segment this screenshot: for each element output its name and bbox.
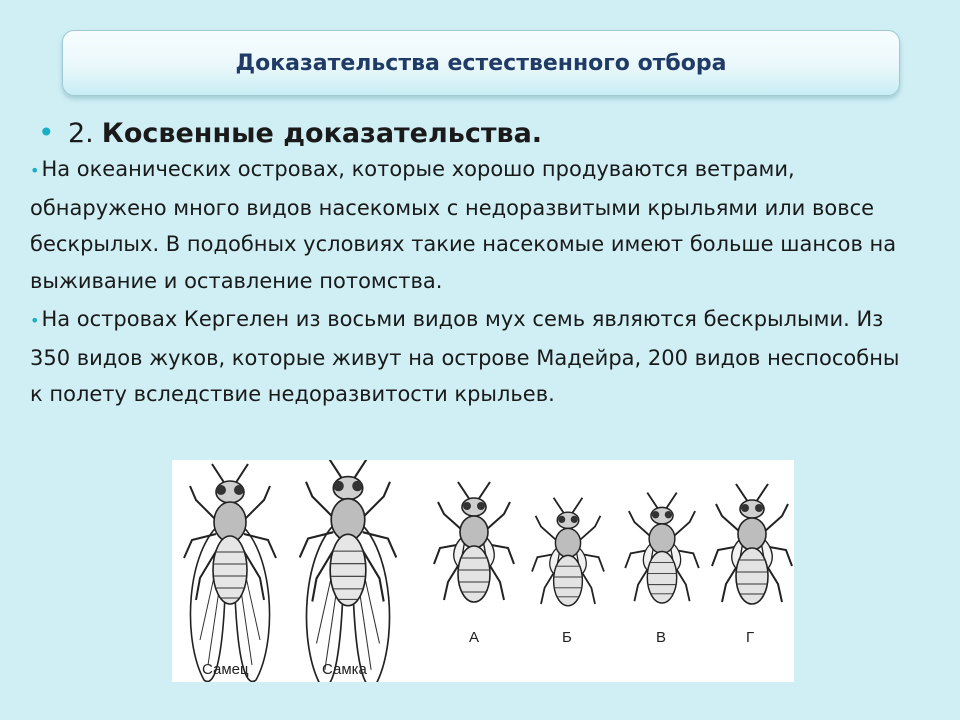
paragraph-1	[30, 151, 910, 299]
heading-line	[38, 116, 910, 149]
bullet-icon: •	[38, 116, 55, 149]
female-fly	[300, 460, 397, 682]
paragraph-2	[30, 301, 910, 413]
caption-b: Б	[562, 629, 572, 646]
caption-g: Г	[746, 629, 755, 646]
heading-text: Косвенные доказательства.	[101, 118, 543, 149]
wingless-fly-g	[712, 484, 792, 604]
caption-female: Самка	[322, 661, 367, 678]
male-fly	[184, 464, 276, 681]
wingless-fly-a	[434, 482, 514, 602]
caption-male: Самец	[202, 661, 249, 678]
wingless-fly-b	[532, 498, 604, 606]
bullet-icon: •	[30, 161, 40, 180]
paragraph-text: На островах Кергелен из восьми видов мух семь являются бескрылыми. Из 350 видов жуков, которые живут на острове Мадейра, 200 видов неспособны к полету вследствие недоразвитости крыльев.	[30, 307, 900, 406]
caption-v: В	[656, 629, 667, 646]
slide-title: Доказательства естественного отбора	[235, 50, 727, 76]
caption-a: А	[469, 629, 480, 646]
slide-content	[30, 116, 910, 413]
insect-illustration	[172, 460, 794, 682]
wingless-fly-v	[625, 493, 699, 603]
paragraph-text: На океанических островах, которые хорошо продуваются ветрами, обнаружено много видов насекомых с недоразвитыми крыльями или вовсе бескрылых. В подобных условиях такие насекомые имеют больше шансов на выживание и оставление потомства.	[30, 157, 897, 293]
heading-number: 2.	[68, 118, 94, 149]
bullet-icon: •	[30, 311, 40, 330]
title-banner	[62, 30, 900, 96]
